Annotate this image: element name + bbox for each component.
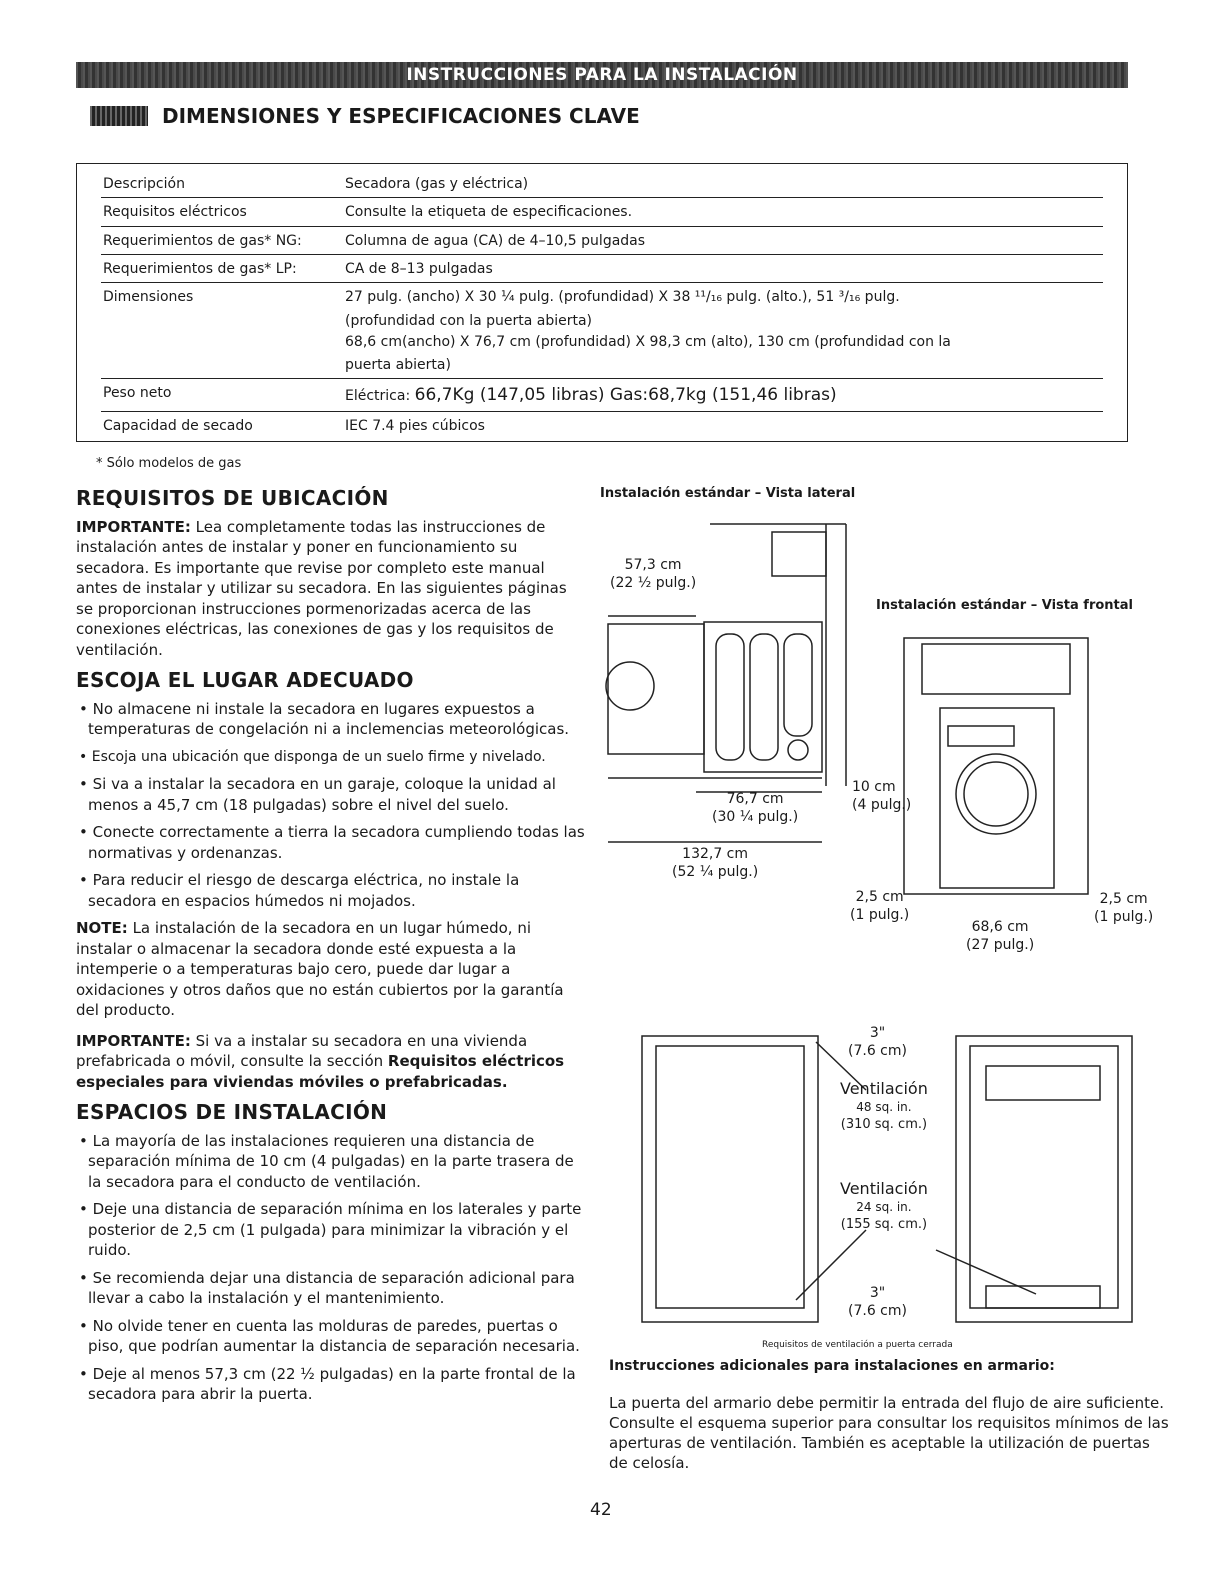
dim-value: 132,7 cm <box>682 846 749 862</box>
dryer-front <box>940 708 1054 888</box>
dim-value: (1 pulg.) <box>1094 909 1154 925</box>
side-dim-57 <box>610 556 696 592</box>
closet-instructions-text: La puerta del armario debe permitir la entrada del flujo de aire suficiente. Consulte el esquema superior para consultar los requisitos mínimos de las aperturas de ventilación. También es aceptable la utilización de puertas de celosía. <box>609 1394 1169 1472</box>
upper-cabinet <box>922 644 1070 694</box>
dim-value: (1 pulg.) <box>850 907 910 923</box>
front-dim-10 <box>852 778 911 814</box>
open-door <box>608 624 704 754</box>
dim-value: 2,5 cm <box>855 889 904 905</box>
front-view-label: Instalación estándar – Vista frontal <box>876 598 1133 613</box>
dim-value: (7.6 cm) <box>848 1043 907 1059</box>
front-dim-68 <box>966 918 1034 954</box>
cabinet <box>772 532 826 576</box>
dim-value: 76,7 cm <box>726 791 784 807</box>
section-heading <box>90 104 640 128</box>
door-inner <box>964 762 1028 826</box>
spec-key: Descripción <box>101 170 343 198</box>
vent-title: Ventilación <box>840 1079 928 1098</box>
list-item: • Se recomienda dejar una distancia de separación adicional para llevar a cabo la instalación y el mantenimiento. <box>76 1268 586 1309</box>
dim-value: (30 ¼ pulg.) <box>712 809 799 825</box>
dim-line: puerta abierta) <box>345 357 451 374</box>
alcove <box>904 638 1088 894</box>
vent-title: Ventilación <box>840 1179 928 1198</box>
spec-value: Consulte la etiqueta de especificaciones. <box>343 198 1103 226</box>
closet-panel-right <box>970 1046 1118 1308</box>
table-row <box>101 227 1103 255</box>
list-item: • Escoja una ubicación que disponga de un suelo firme y nivelado. <box>76 747 586 768</box>
spec-key: Dimensiones <box>101 283 343 379</box>
vent-upper-label <box>840 1080 928 1134</box>
dim-value: 3" <box>869 1285 886 1301</box>
side-view-label: Instalación estándar – Vista lateral <box>600 486 856 501</box>
closet-panel-left <box>656 1046 804 1308</box>
list-item: • Si va a instalar la secadora en un garaje, coloque la unidad al menos a 45,7 cm (18 pulgadas) sobre el nivel del suelo. <box>76 774 586 815</box>
table-row <box>101 255 1103 283</box>
closet-instructions-title: Instrucciones adicionales para instalaciones en armario: <box>609 1358 1055 1374</box>
dim-value: (7.6 cm) <box>848 1303 907 1319</box>
table-row <box>101 412 1103 439</box>
paragraph <box>76 517 586 661</box>
heading-lugar: ESCOJA EL LUGAR ADECUADO <box>76 668 414 692</box>
section-title: DIMENSIONES Y ESPECIFICACIONES CLAVE <box>162 104 640 128</box>
spec-value <box>343 379 1103 412</box>
heading-espacios: ESPACIOS DE INSTALACIÓN <box>76 1100 388 1124</box>
paragraph <box>76 918 586 1021</box>
paragraph-text: La instalación de la secadora en un lugar húmedo, ni instalar o almacenar la secadora donde esté expuesta a la intemperie o a temperaturas bajo cero, puede dar lugar a oxidaciones y otros daños que no están cubiertos por la garantía del producto. <box>76 919 564 1019</box>
list-item: • Deje una distancia de separación mínima en los laterales y parte posterior de 2,5 cm (1 pulgada) para minimizar la vibración y el ruido. <box>76 1199 586 1261</box>
list <box>76 699 586 912</box>
dim-value: (22 ½ pulg.) <box>610 575 697 591</box>
door-window <box>606 662 654 710</box>
spec-value <box>343 283 1103 379</box>
vent-area: 24 sq. in. <box>856 1200 912 1214</box>
spec-key: Requerimientos de gas* LP: <box>101 255 343 283</box>
section-marker <box>90 106 148 126</box>
table-row <box>101 198 1103 226</box>
paragraph-text: Si va a instalar su secadora en una vivienda prefabricada o móvil, consulte la sección <box>76 1031 528 1070</box>
vent-area: (155 sq. cm.) <box>840 1217 928 1232</box>
footnote: * Sólo modelos de gas <box>96 456 242 471</box>
dim-line: 27 pulg. (ancho) X 30 ¼ pulg. (profundidad) X 38 ¹¹/₁₆ pulg. (alto.), 51 ³/₁₆ pulg. <box>345 289 900 306</box>
dim-value: (52 ¼ pulg.) <box>672 864 759 880</box>
bold-label: IMPORTANTE: <box>76 1031 191 1050</box>
spec-value: Secadora (gas y eléctrica) <box>343 170 1103 198</box>
dim-value: 3" <box>869 1025 886 1041</box>
upper-vent <box>986 1066 1100 1100</box>
spec-key: Capacidad de secado <box>103 418 253 435</box>
drum-rib <box>784 634 812 736</box>
list-item: • La mayoría de las instalaciones requieren una distancia de separación mínima de 10 cm (4 pulgadas) en la parte trasera de la secadora para el conducto de ventilación. <box>76 1131 586 1193</box>
front-dim-2-5-left <box>850 888 909 924</box>
drum-rib <box>716 634 744 760</box>
list-item: • No almacene ni instale la secadora en lugares expuestos a temperaturas de congelación ni a inclemencias meteorológicas. <box>76 699 586 740</box>
page-number: 42 <box>590 1500 612 1520</box>
page-banner: INSTRUCCIONES PARA LA INSTALACIÓN <box>76 62 1128 88</box>
spec-value: CA de 8–13 pulgadas <box>343 255 1103 283</box>
vent-area: (310 sq. cm.) <box>840 1117 928 1132</box>
bold-label: IMPORTANTE: <box>76 517 191 536</box>
list-item: • No olvide tener en cuenta las molduras de paredes, puertas o piso, que podrían aumentar la distancia de separación necesaria. <box>76 1316 586 1357</box>
left-column <box>76 488 586 1412</box>
side-dim-132 <box>672 845 758 881</box>
dim-value: 57,3 cm <box>624 557 682 573</box>
dim-line: (profundidad con la puerta abierta) <box>345 313 593 330</box>
vent-bottom-distance <box>848 1284 907 1320</box>
spec-key: Requerimientos de gas* NG: <box>101 227 343 255</box>
paragraph <box>76 1031 586 1093</box>
vent-caption: Requisitos de ventilación a puerta cerrada <box>762 1340 953 1350</box>
dim-line: 68,6 cm(ancho) X 76,7 cm (profundidad) X 98,3 cm (alto), 130 cm (profundidad con la <box>345 333 951 350</box>
table-row <box>101 283 1103 379</box>
section-reference: Requisitos eléctricos especiales para viviendas móviles o prefabricadas. <box>76 1052 565 1091</box>
spec-table <box>76 163 1128 442</box>
front-view-diagram <box>896 630 1096 920</box>
spec-value: Columna de agua (CA) de 4–10,5 pulgadas <box>343 227 1103 255</box>
control-panel <box>948 726 1014 746</box>
closet-door-right <box>956 1036 1132 1322</box>
vent-lower-label <box>840 1180 928 1234</box>
spec-value: IEC 7.4 pies cúbicos <box>345 418 485 435</box>
weight-label: Eléctrica: <box>345 388 411 405</box>
list-item: • Para reducir el riesgo de descarga eléctrica, no instale la secadora en espacios húmedos ni mojados. <box>76 870 586 911</box>
lower-vent <box>986 1286 1100 1308</box>
weight-value: 66,7Kg (147,05 libras) Gas:68,7kg (151,46 libras) <box>414 385 837 406</box>
heading-ubicacion: REQUISITOS DE UBICACIÓN <box>76 486 389 510</box>
paragraph-text: Lea completamente todas las instrucciones de instalación antes de instalar y poner en funcionamiento su secadora. Es importante que revise por completo este manual antes de instalar y utilizar su secadora. En las siguientes páginas se proporcionan instrucciones pormenorizadas acerca de las conexiones eléctricas, las conexiones de gas y los requisitos de ventilación. <box>76 517 567 659</box>
table-row <box>101 170 1103 198</box>
dim-value: 68,6 cm <box>971 919 1029 935</box>
list-item: • Conecte correctamente a tierra la secadora cumpliendo todas las normativas y ordenanzas. <box>76 822 586 863</box>
dim-value: (4 pulg.) <box>852 797 912 813</box>
drum-rib <box>750 634 778 760</box>
side-dim-76 <box>712 790 798 826</box>
front-dim-2-5-right <box>1094 890 1153 926</box>
vent-area: 48 sq. in. <box>856 1100 912 1114</box>
spec-key: Requisitos eléctricos <box>101 198 343 226</box>
dim-value: (27 pulg.) <box>966 937 1035 953</box>
dim-value: 10 cm <box>852 779 896 795</box>
dim-value: 2,5 cm <box>1099 891 1148 907</box>
list-item: • Deje al menos 57,3 cm (22 ½ pulgadas) en la parte frontal de la secadora para abrir la puerta. <box>76 1364 586 1405</box>
vent-top-distance <box>848 1024 907 1060</box>
dryer-body <box>704 622 822 772</box>
table-row <box>101 379 1103 412</box>
closet-door-left <box>642 1036 818 1322</box>
door-circle <box>956 754 1036 834</box>
bold-label: NOTE: <box>76 919 128 937</box>
exhaust-port <box>788 740 808 760</box>
list <box>76 1131 586 1405</box>
spec-key: Peso neto <box>101 379 343 412</box>
